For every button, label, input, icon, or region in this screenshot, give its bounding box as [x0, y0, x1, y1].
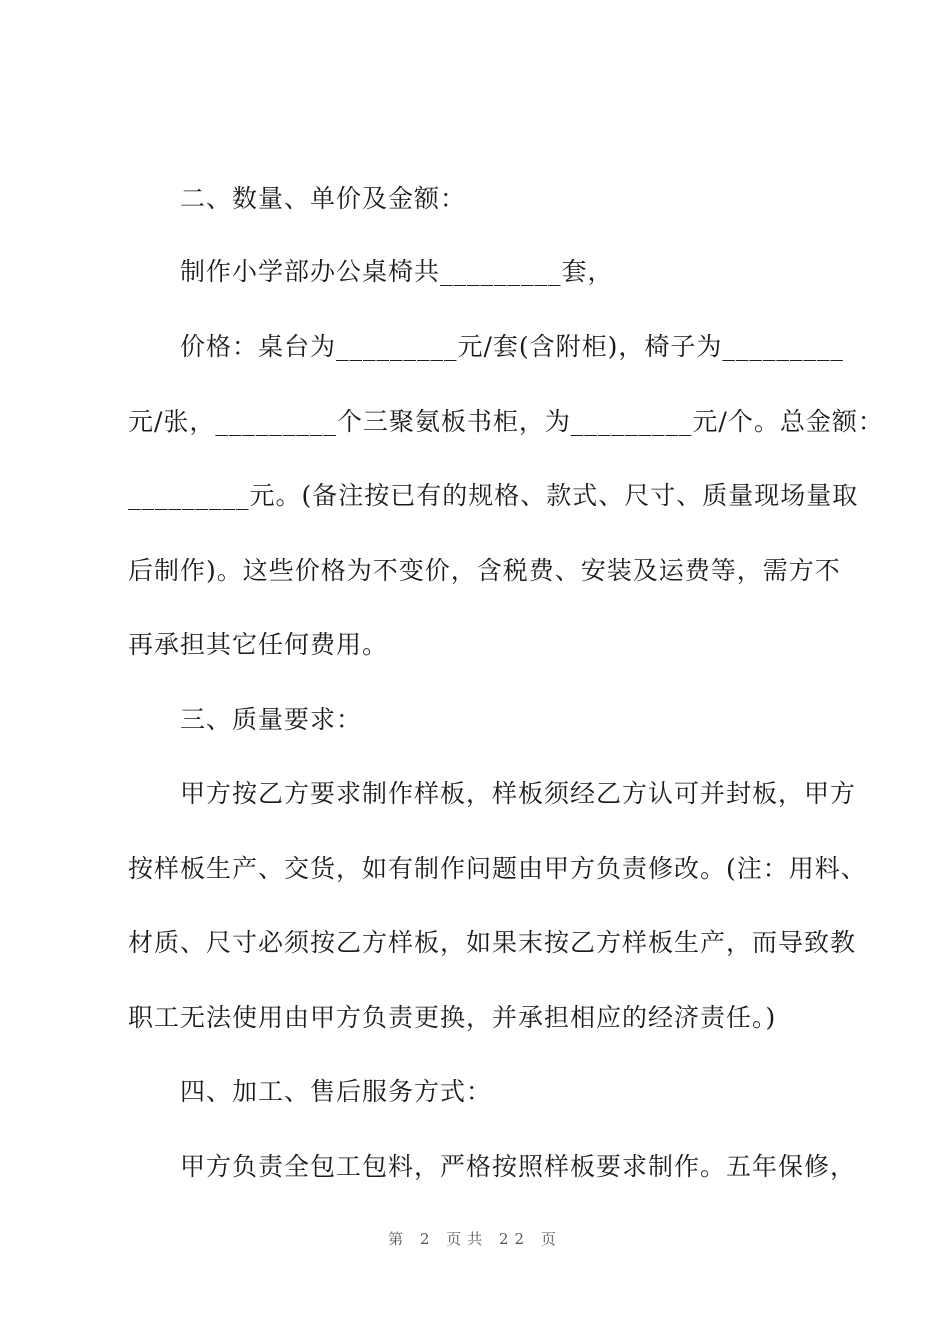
section-heading-quantity-price: 二、数量、单价及金额：: [180, 184, 467, 213]
paragraph-line: 甲方负责全包工包料，严格按照样板要求制作。五年保修，: [180, 1152, 857, 1181]
paragraph-line: 甲方按乙方要求制作样板，样板须经乙方认可并封板，甲方: [180, 779, 857, 808]
section-heading-service: 四、加工、售后服务方式：: [180, 1077, 493, 1106]
paragraph-line: 材质、尺寸必须按乙方样板，如果末按乙方样板生产，而导致教: [128, 928, 857, 957]
paragraph-line: 后制作)。这些价格为不变价，含税费、安装及运费等，需方不: [128, 556, 841, 585]
paragraph-line: 再承担其它任何费用。: [128, 630, 389, 659]
page-number-footer: 第 2 页共 22 页: [388, 1230, 562, 1248]
paragraph-line: 制作小学部办公桌椅共_________套，: [180, 257, 614, 286]
paragraph-line: 按样板生产、交货，如有制作问题由甲方负责修改。(注：用料、: [128, 854, 867, 883]
paragraph-line: _________元。(备注按已有的规格、款式、尺寸、质量现场量取: [128, 481, 859, 510]
paragraph-line: 元/张，_________个三聚氨板书柜，为_________元/个。总金额：: [128, 407, 884, 436]
paragraph-line: 职工无法使用由甲方负责更换，并承担相应的经济责任。): [128, 1003, 777, 1032]
paragraph-line: 价格：桌台为_________元/套(含附柜)，椅子为_________: [180, 332, 844, 361]
section-heading-quality: 三、质量要求：: [180, 705, 363, 734]
